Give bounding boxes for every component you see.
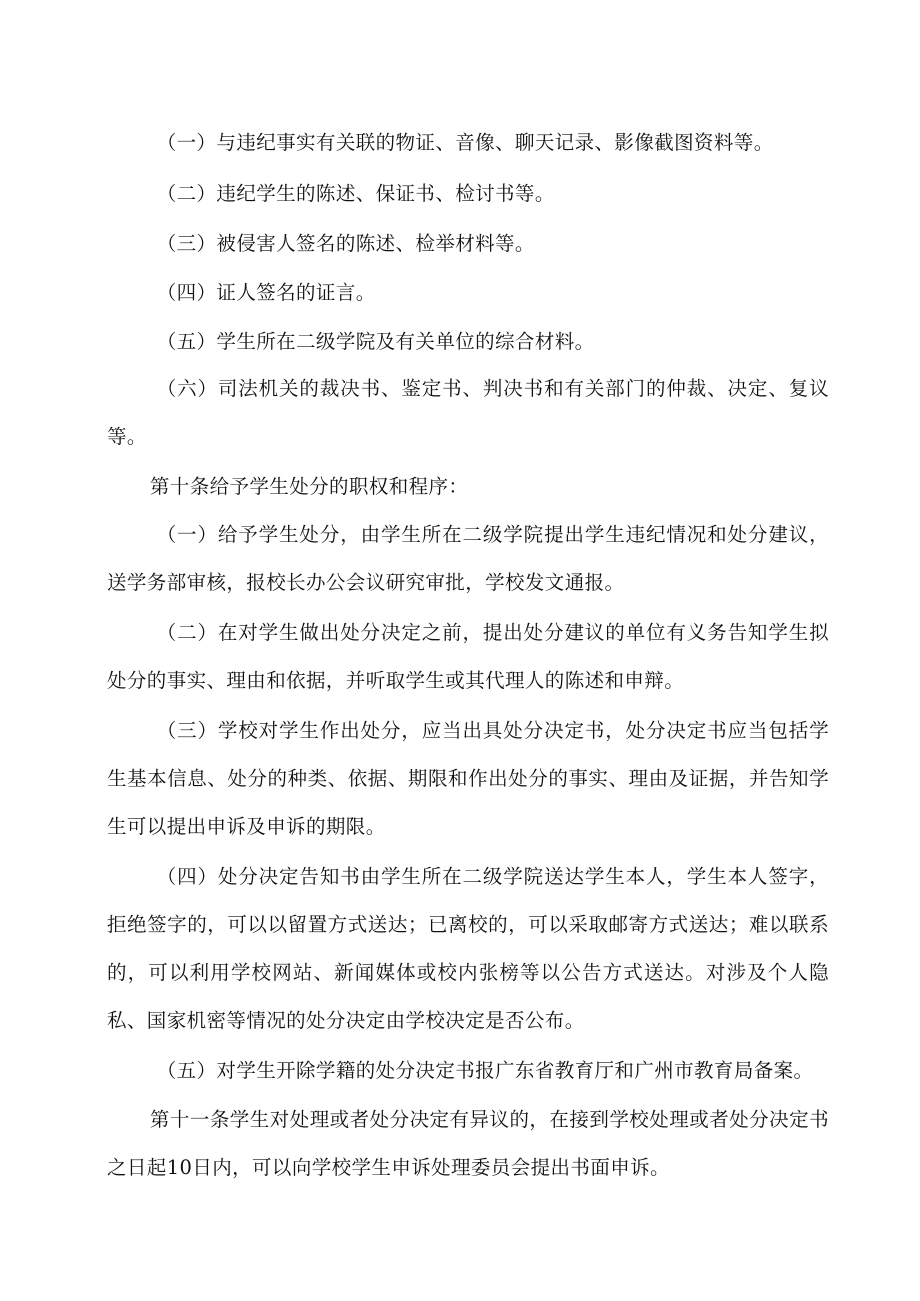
paragraph-evidence-item-1: （一）与违纪事实有关联的物证、音像、聊天记录、影像截图资料等。 xyxy=(156,131,774,154)
paragraph-procedure-item-4: （四）处分决定告知书由学生所在二级学院送达学生本人，学生本人签字，拒绝签字的，可以以留置方式送达；已离校的，可以采取邮寄方式送达；难以联系的，可以利用学校网站、新闻媒体或校内张榜等以公告方式送达。对涉及个人隐私、国家机密等情况的处分决定由学校决定是否公布。 xyxy=(107,865,829,1032)
paragraph-evidence-item-6: （六）司法机关的裁决书、鉴定书、判决书和有关部门的仲裁、决定、复议等。 xyxy=(107,377,829,448)
paragraph-evidence-item-3: （三）被侵害人签名的陈述、检举材料等。 xyxy=(156,232,535,255)
paragraph-evidence-item-5: （五）学生所在二级学院及有关单位的综合材料。 xyxy=(156,330,595,353)
article-10-heading: 第十条给予学生处分的职权和程序： xyxy=(149,475,469,498)
paragraph-procedure-item-3: （三）学校对学生作出处分，应当出具处分决定书，处分决定书应当包括学生基本信息、处分的种类、依据、期限和作出处分的事实、理由及证据，并告知学生可以提出申诉及申诉的期限。 xyxy=(107,719,829,838)
paragraph-procedure-item-5: （五）对学生开除学籍的处分决定书报广东省教育厅和广州市教育局备案。 xyxy=(156,1059,814,1082)
article-11-paragraph: 第十一条学生对处理或者处分决定有异议的，在接到学校处理或者处分决定书之日起10日内，可以向学校学生申诉处理委员会提出书面申诉。 xyxy=(107,1108,829,1179)
paragraph-procedure-item-2: （二）在对学生做出处分决定之前，提出处分建议的单位有义务告知学生拟处分的事实、理由和依据，并听取学生或其代理人的陈述和申辩。 xyxy=(107,621,829,692)
paragraph-evidence-item-2: （二）违纪学生的陈述、保证书、检讨书等。 xyxy=(156,182,555,205)
paragraph-procedure-item-1: （一）给予学生处分，由学生所在二级学院提出学生违纪情况和处分建议，送学务部审核，报校长办公会议研究审批，学校发文通报。 xyxy=(107,523,829,594)
paragraph-evidence-item-4: （四）证人签名的证言。 xyxy=(156,281,376,304)
